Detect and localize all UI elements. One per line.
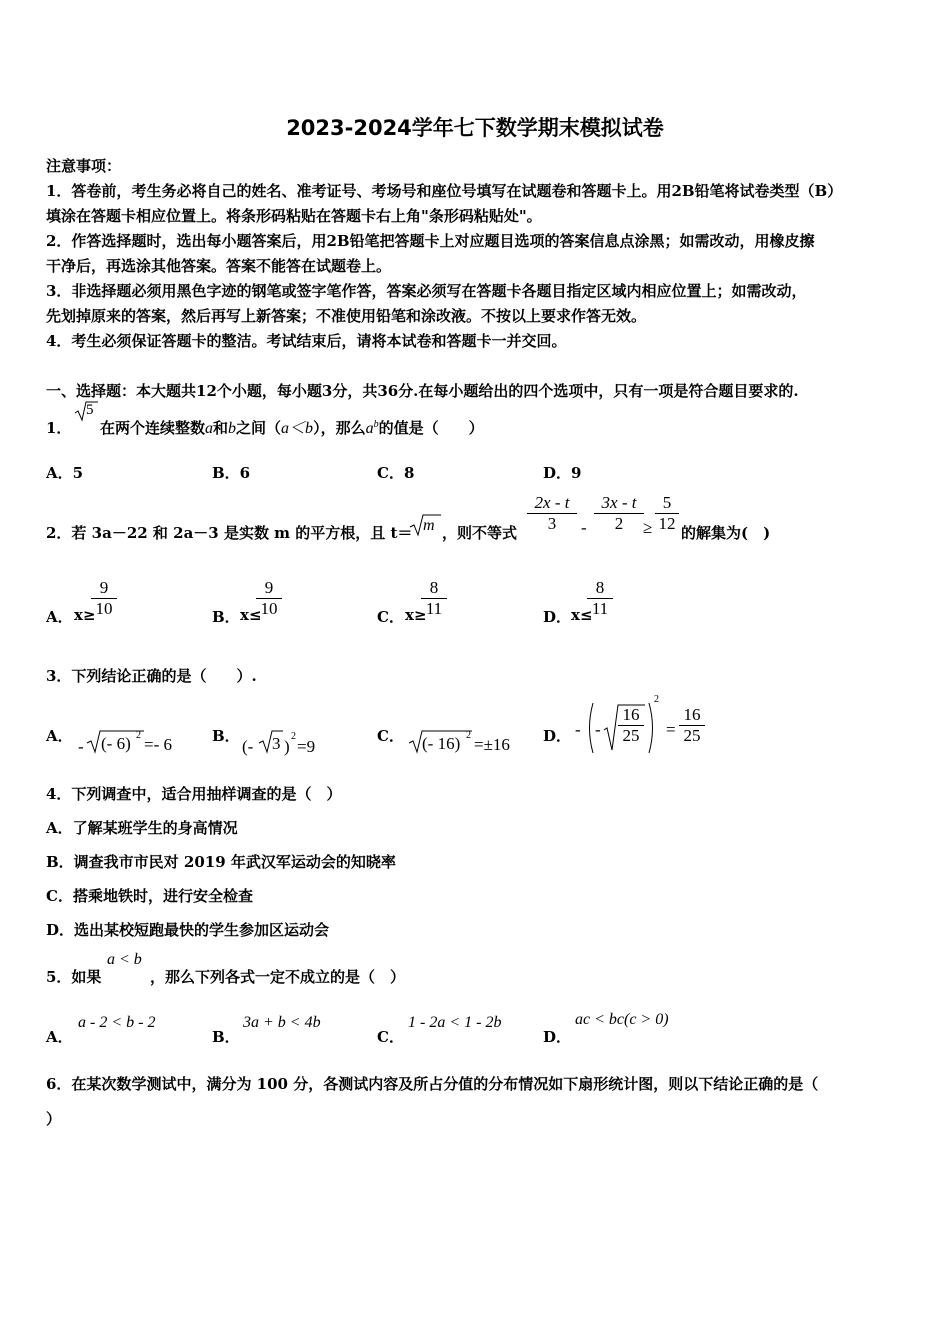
q1-compare: a＜b [281,420,314,437]
q1-text-1: 在两个连续整数 [100,419,206,437]
q1-option-a[interactable]: A．5 [46,464,84,482]
q2-option-c-num: 8 [429,578,439,597]
q2-frac1-num: 2x - t [534,493,570,512]
q1-var-a: a [205,420,214,437]
q3-option-b-close: ) [284,737,290,756]
q3-option-d-label[interactable]: D． [543,727,572,745]
q5-option-c-expr: 1 - 2a < 1 - 2b [408,1014,502,1031]
q3-option-d-minus: - [575,720,581,739]
q1-text-2: 和 [213,419,229,437]
q2-sqrt-m: m [423,517,435,534]
q1-option-c[interactable]: C．8 [377,464,415,482]
q2-frac3-num: 5 [662,493,672,512]
notice-line-3a: 3．非选择题必须用黑色字迹的钢笔或签字笔作答，答案必须写在答题卡各题目指定区域内相应位置上；如需改动， [46,282,807,300]
q3-option-b-exp: 2 [291,731,296,742]
q3-option-b-radicand: 3 [272,734,281,753]
q5-option-b-label[interactable]: B． [212,1028,240,1046]
q2-frac2-den: 2 [614,514,624,533]
q4-option-d[interactable]: D．选出某校短跑最快的学生参加区运动会 [46,921,330,939]
q4-option-b[interactable]: B．调查我市市民对 2019 年武汉军运动会的知晓率 [46,853,396,871]
q3-option-d-exp: 2 [654,694,659,705]
q4-stem: 4．下列调查中，适合用抽样调查的是（ ） [46,785,342,803]
q1-radicand: 5 [86,402,94,418]
q3-option-b-label[interactable]: B． [212,727,240,745]
q5-option-a-expr: a - 2 < b - 2 [78,1014,156,1031]
notice-line-3b: 先划掉原来的答案，然后再写上新答案；不准使用铅笔和涂改液。不按以上要求作答无效。 [46,307,647,325]
q2-option-b-label[interactable]: B． [212,608,240,626]
q1-text-5: 的值是（ ） [378,419,484,437]
q1-power-exp: b [373,419,379,430]
q5-stem-pre: 5．如果 [46,968,102,986]
q2-option-d-num: 8 [595,578,605,597]
q3-option-d-den: 25 [622,726,640,745]
q2-ge: ≥ [643,518,653,537]
q1-stem [100,415,484,438]
q2-option-d-den: 11 [591,599,609,618]
q3-option-d-inner-minus: - [595,720,601,739]
q2-fraction-2 [594,493,644,534]
q3-option-b-result: =9 [297,737,316,756]
q3-option-a-radicand: (- 6) [101,734,131,753]
q3-option-c-result: =±16 [474,735,510,754]
page-title: 2023-2024学年七下数学期末模拟试卷 [286,116,664,140]
q1-option-b[interactable]: B．6 [212,464,251,482]
q6-stem-line-2: ） [46,1110,62,1128]
q2-option-a-frac [91,578,117,619]
q2-fraction-3 [655,493,679,534]
q2-frac3-den: 12 [658,514,676,533]
q2-frac2-num: 3x - t [601,493,637,512]
q1-text-4: ），那么 [313,419,366,437]
q3-option-c-radicand: (- 16) [422,734,461,753]
q1-power-base: a [365,420,374,437]
q2-stem-3: 的解集为( ) [681,524,771,542]
q2-option-b-frac [256,578,282,619]
q3-option-d-equals: = [666,720,676,739]
q2-option-c-den: 11 [425,599,443,618]
q3-option-c-exp: 2 [466,730,471,741]
notice-line-2b: 干净后，再选涂其他答案。答案不能答在试题卷上。 [46,257,392,275]
q5-condition: a < b [107,951,142,968]
q2-option-b-den: 10 [260,599,278,618]
q4-option-c[interactable]: C．搭乘地铁时，进行安全检查 [46,887,253,905]
q5-option-b-expr: 3a + b < 4b [243,1014,321,1031]
q6-stem-line-1: 6．在某次数学测试中，满分为 100 分，各测试内容及所占分值的分布情况如下扇形统计图，则以下结论正确的是（ [46,1075,819,1093]
q1-text-3: 之间（ [236,419,282,437]
q2-stem-1: 2．若 3a－22 和 2a－3 是实数 m 的平方根，且 t＝ [46,524,413,542]
q3-option-d-result-frac [679,705,705,746]
q3-option-a-result: =- 6 [144,735,172,754]
q2-option-a-den: 10 [95,599,113,618]
q2-option-d-frac [587,578,613,619]
q5-option-d-label[interactable]: D． [543,1028,572,1046]
q3-option-d-num: 16 [622,705,640,724]
notice-line-1a: 1．答卷前，考生务必将自己的姓名、准考证号、考场号和座位号填写在试题卷和答题卡上。用2B铅笔将试卷类型（B） [46,182,843,200]
notice-line-2a: 2．作答选择题时，选出每小题答案后，用2B铅笔把答题卡上对应题目选项的答案信息点涂黑；如需改动，用橡皮擦 [46,232,815,250]
q5-option-c-label[interactable]: C． [377,1028,404,1046]
q4-option-a[interactable]: A．了解某班学生的身高情况 [46,819,238,837]
q3-option-d-result-num: 16 [683,705,701,724]
q2-option-b-num: 9 [264,578,274,597]
q3-option-d-frac [618,705,644,746]
notice-line-4: 4．考生必须保证答题卡的整洁。考试结束后，请将本试卷和答题卡一并交回。 [46,332,567,350]
q1-number: 1． [46,419,72,437]
q3-option-d-result-den: 25 [683,726,701,745]
q2-option-c-frac [421,578,447,619]
q3-option-c-label[interactable]: C． [377,727,404,745]
q2-option-c-label[interactable]: C． [377,608,404,626]
q2-option-d-label[interactable]: D． [543,608,572,626]
q2-minus: - [581,518,587,537]
q2-option-a-label[interactable]: A． [46,608,73,626]
q5-option-d-expr: ac < bc(c > 0) [575,1011,669,1028]
q3-option-a-exp: 2 [136,730,141,741]
q2-option-a-rel: x≥ [74,606,96,624]
q2-option-b-rel: x≤ [240,606,262,624]
q2-fraction-1 [527,493,577,534]
section-heading: 一、选择题：本大题共12个小题，每小题3分，共36分.在每小题给出的四个选项中，只有一项是符合题目要求的. [46,382,799,400]
notice-heading: 注意事项： [46,157,122,175]
notice-line-1b: 填涂在答题卡相应位置上。将条形码粘贴在答题卡右上角"条形码粘贴处"。 [46,207,542,225]
q1-var-b: b [228,420,237,437]
q2-option-a-num: 9 [99,578,109,597]
q2-stem-2: ，则不等式 [442,524,518,542]
q5-option-a-label[interactable]: A． [46,1028,73,1046]
q2-frac1-den: 3 [547,514,557,533]
q3-option-a-label[interactable]: A． [46,727,73,745]
q2-option-c-rel: x≥ [405,606,427,624]
q1-option-d[interactable]: D．9 [543,464,582,482]
q3-option-a-minus: - [78,737,84,756]
q2-option-d-rel: x≤ [571,606,593,624]
q3-option-b-open: (- [242,737,254,756]
q5-stem-post: ，那么下列各式一定不成立的是（ ） [150,968,406,986]
q3-stem: 3．下列结论正确的是（ ）. [46,667,257,685]
